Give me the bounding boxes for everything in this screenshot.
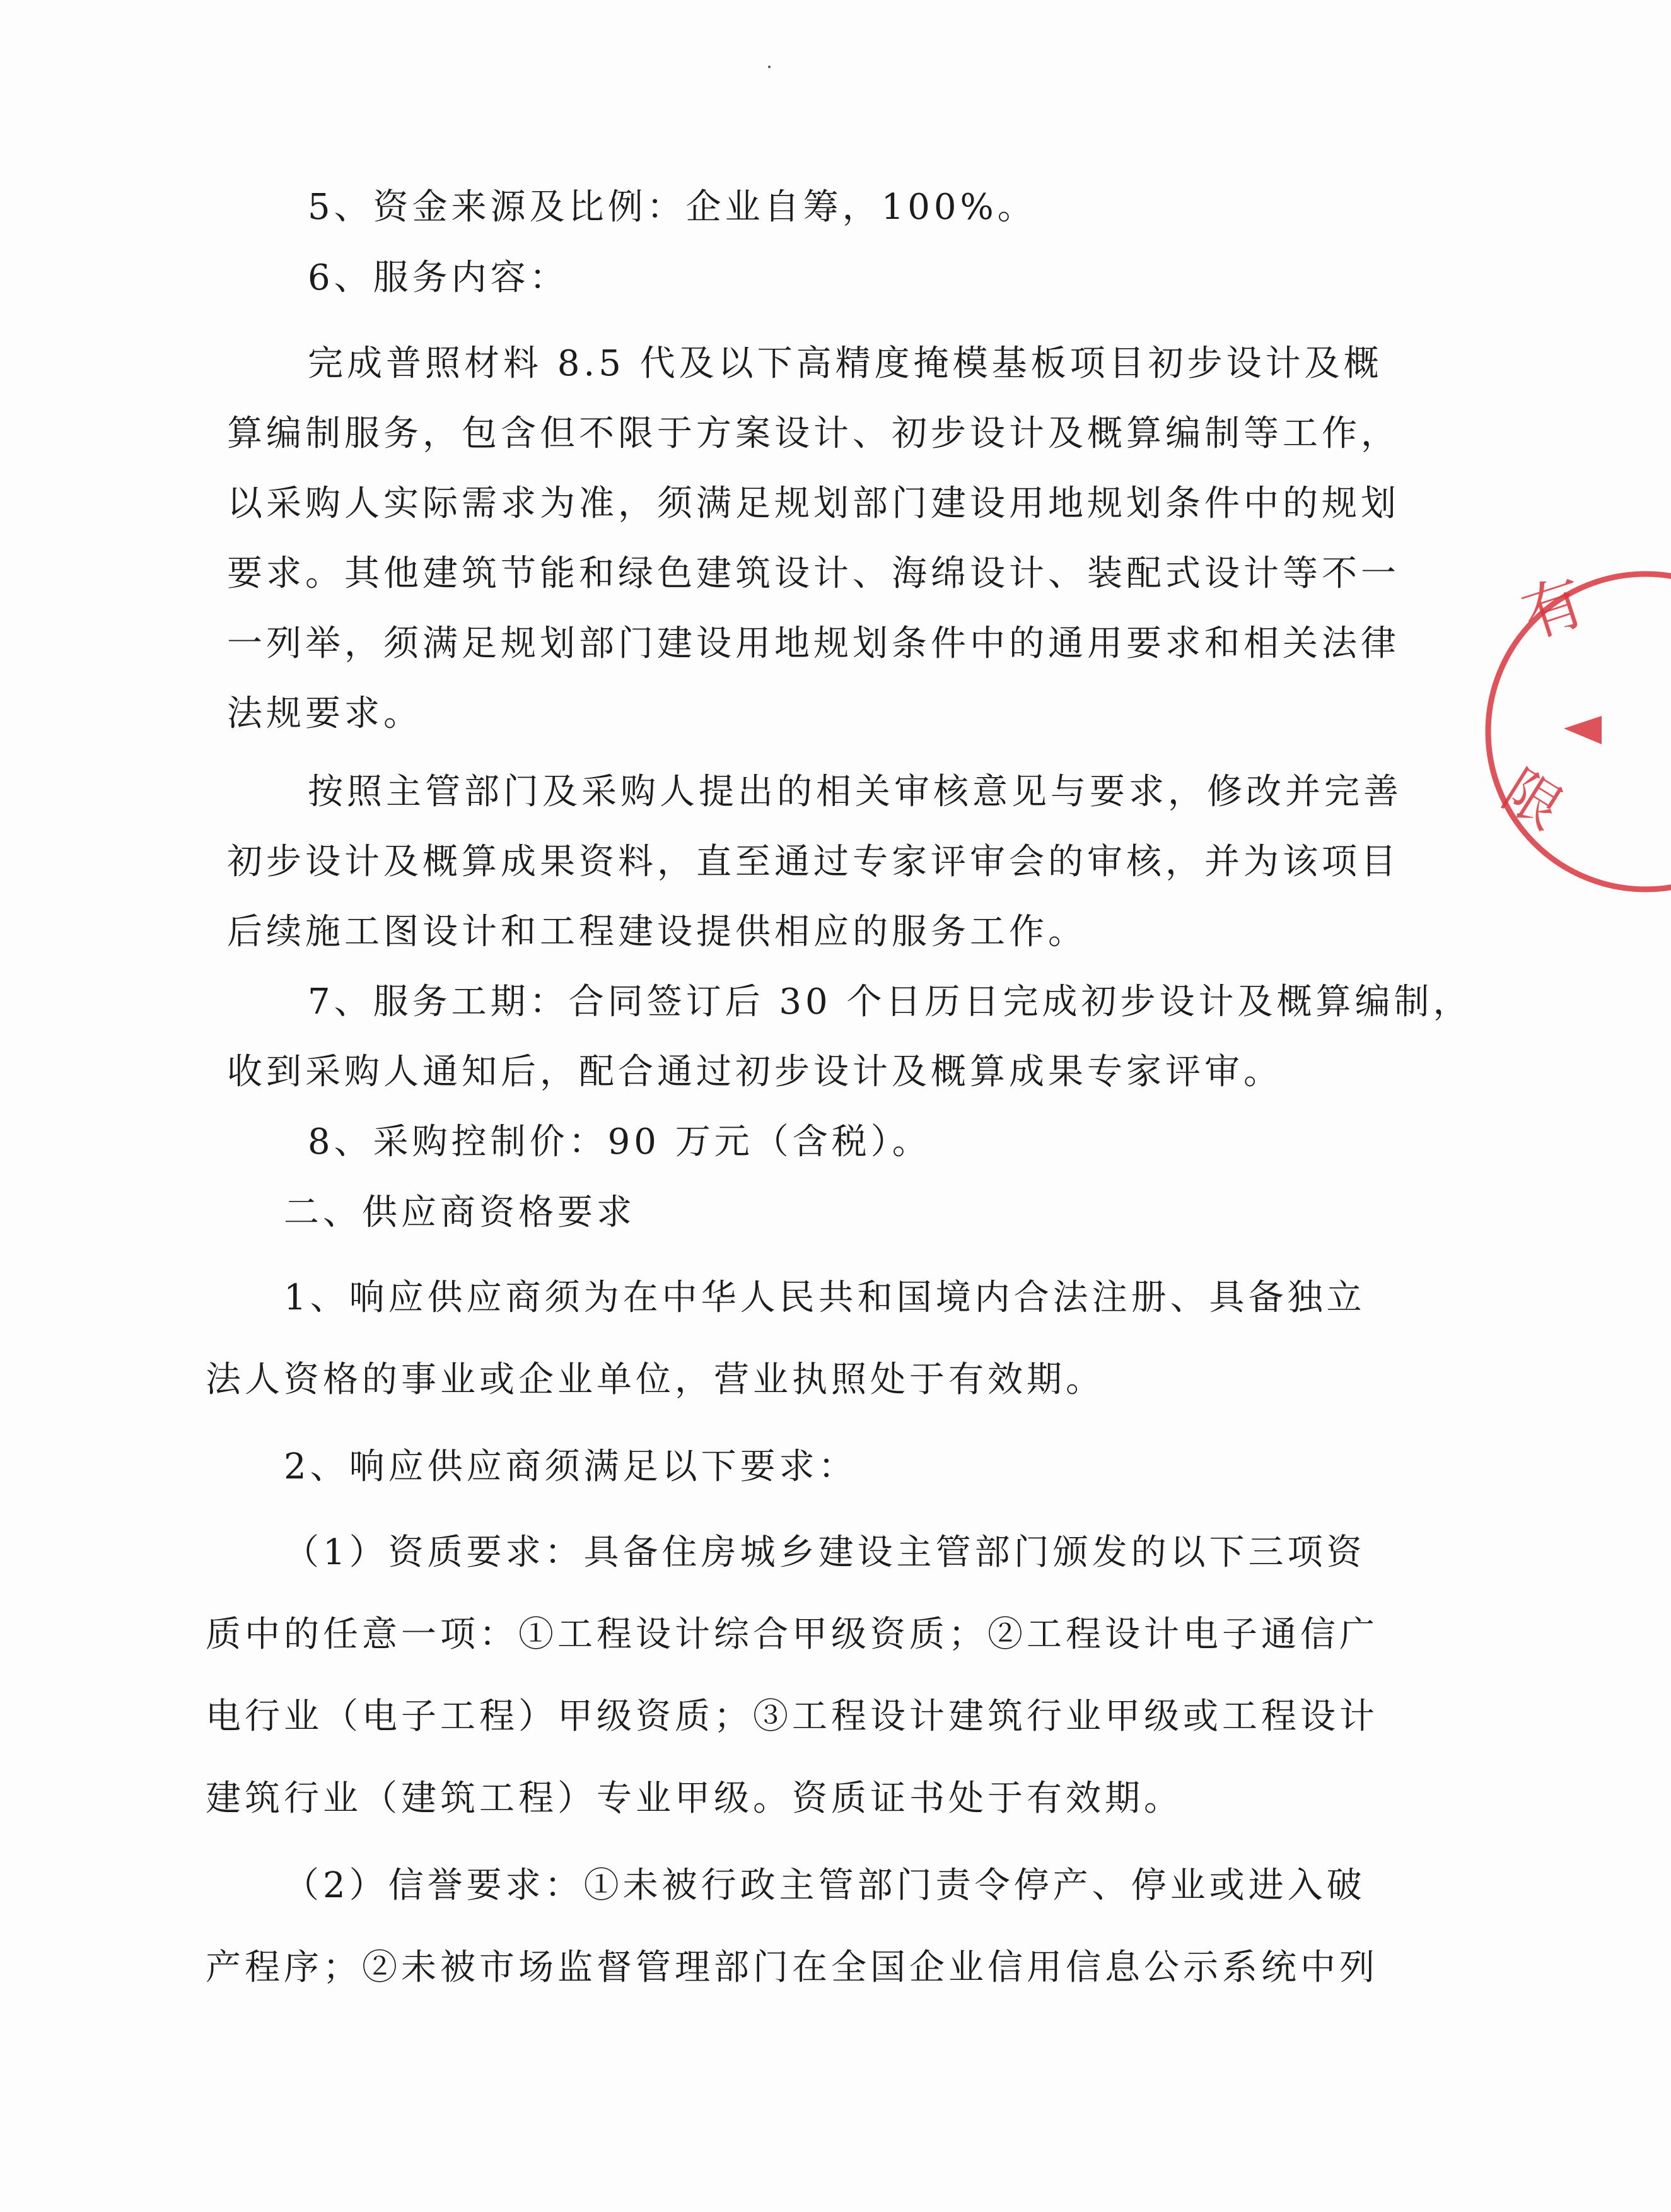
revision-paragraph-line-3: 后续施工图设计和工程建设提供相应的服务工作。 (227, 911, 1087, 952)
qualification-req-line-4: 建筑行业（建筑工程）专业甲级。资质证书处于有效期。 (206, 1778, 1183, 1819)
supplier-req-1-line-2: 法人资格的事业或企业单位，营业执照处于有效期。 (206, 1359, 1105, 1400)
company-seal-stamp (1457, 555, 1671, 908)
service-content-heading: 6、服务内容： (308, 257, 569, 298)
revision-paragraph-line-1: 按照主管部门及采购人提出的相关审核意见与要求，修改并完善 (308, 771, 1402, 812)
reputation-req-line-1: （2）信誉要求：①未被行政主管部门责令停产、停业或进入破 (284, 1865, 1366, 1906)
service-paragraph-line-2: 算编制服务，包含但不限于方案设计、初步设计及概算编制等工作， (227, 413, 1400, 454)
supplier-qualification-heading: 二、供应商资格要求 (284, 1192, 636, 1233)
service-period-line-1: 7、服务工期：合同签订后 30 个日历日完成初步设计及概算编制， (308, 981, 1472, 1022)
supplier-req-1-line-1: 1、响应供应商须为在中华人民共和国境内合法注册、具备独立 (284, 1277, 1366, 1318)
service-paragraph-line-3: 以采购人实际需求为准，须满足规划部门建设用地规划条件中的规划 (227, 483, 1400, 524)
qualification-req-line-2: 质中的任意一项：①工程设计综合甲级资质；②工程设计电子通信广 (206, 1614, 1378, 1655)
scan-speck (768, 66, 771, 68)
qualification-req-line-3: 电行业（电子工程）甲级资质；③工程设计建筑行业甲级或工程设计 (206, 1696, 1378, 1737)
service-period-line-2: 收到采购人通知后，配合通过初步设计及概算成果专家评审。 (227, 1051, 1283, 1092)
supplier-req-2-line: 2、响应供应商须满足以下要求： (284, 1446, 858, 1487)
procurement-price-line: 8、采购控制价：90 万元（含税）。 (308, 1121, 931, 1162)
svg-text:有: 有 (1513, 566, 1593, 652)
funding-source-line: 5、资金来源及比例：企业自筹，100%。 (308, 187, 1037, 228)
service-paragraph-line-6: 法规要求。 (227, 693, 422, 734)
revision-paragraph-line-2: 初步设计及概算成果资料，直至通过专家评审会的审核，并为该项目 (227, 841, 1400, 882)
svg-text:限: 限 (1491, 757, 1574, 842)
reputation-req-line-2: 产程序；②未被市场监督管理部门在全国企业信用信息公示系统中列 (206, 1947, 1378, 1988)
service-paragraph-line-4: 要求。其他建筑节能和绿色建筑设计、海绵设计、装配式设计等不一 (227, 553, 1400, 594)
qualification-req-line-1: （1）资质要求：具备住房城乡建设主管部门颁发的以下三项资 (284, 1532, 1366, 1573)
service-paragraph-line-1: 完成普照材料 8.5 代及以下高精度掩模基板项目初步设计及概 (308, 343, 1383, 384)
service-paragraph-line-5: 一列举，须满足规划部门建设用地规划条件中的通用要求和相关法律 (227, 623, 1400, 664)
